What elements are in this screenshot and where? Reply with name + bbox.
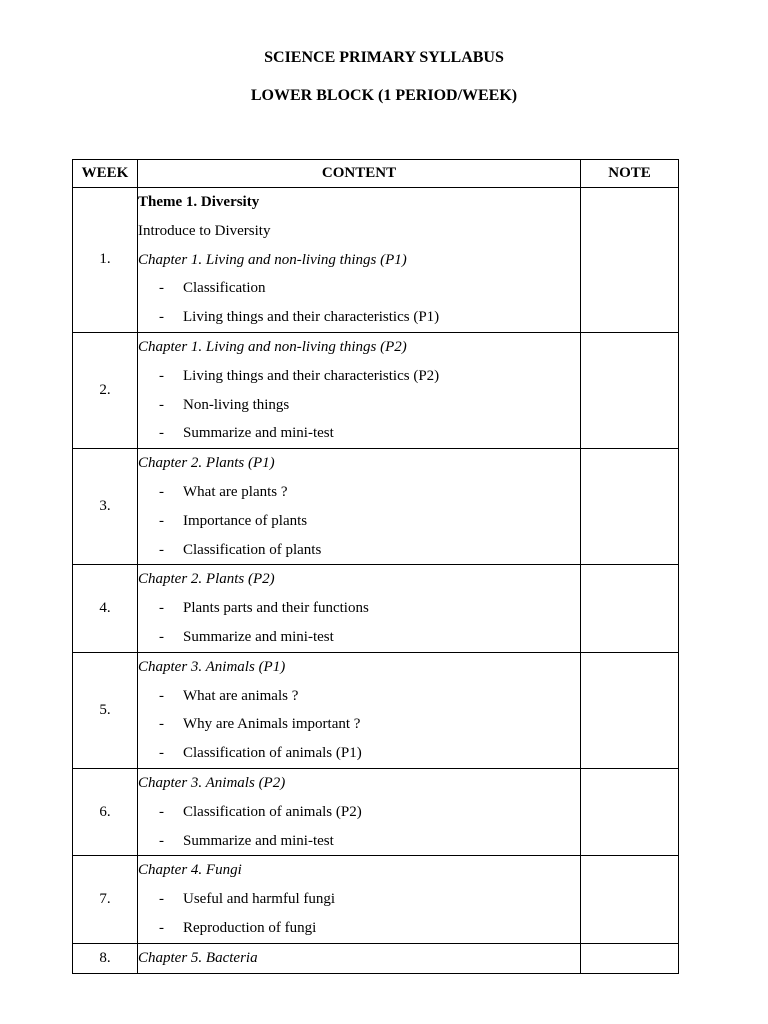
bullet-item [138,391,580,420]
table-row [73,332,679,448]
bullet-text: Importance of plants [183,512,308,529]
bullet-item [138,710,580,739]
content-column-header: CONTENT [138,160,581,188]
theme-heading: Theme 1. Diversity [138,194,260,210]
content-cell [138,188,581,333]
table-row [73,449,679,565]
chapter-title: Chapter 4. Fungi [138,862,242,879]
week-number: 7. [73,856,138,943]
bullet-dash: - [159,483,164,500]
note-cell [581,332,679,448]
content-cell [138,449,581,565]
bullet-text: Why are Animals important ? [183,716,361,733]
table-row [73,856,679,943]
content-cell [138,652,581,768]
bullet-item [138,827,580,856]
syllabus-table [72,159,679,974]
week-number: 1. [73,188,138,333]
bullet-item [138,419,580,448]
bullet-dash: - [159,309,164,326]
week-column-header: WEEK [73,160,138,188]
week-number: 3. [73,449,138,565]
chapter-title: Chapter 5. Bacteria [138,949,258,966]
bullet-text: Living things and their characteristics (P2) [183,367,440,384]
note-column-header: NOTE [581,160,679,188]
chapter-title: Chapter 2. Plants (P2) [138,571,275,588]
document-title: SCIENCE PRIMARY SYLLABUS [264,49,504,66]
bullet-dash: - [159,600,164,617]
content-cell [138,332,581,448]
bullet-item [138,478,580,507]
week-number: 8. [73,943,138,973]
bullet-text: Plants parts and their functions [183,600,369,617]
content-line: Introduce to Diversity [138,222,271,239]
bullet-text: What are animals ? [183,687,299,704]
bullet-dash: - [159,891,164,908]
table-row [73,943,679,973]
week-number: 5. [73,652,138,768]
bullet-item [138,303,580,332]
bullet-dash: - [159,687,164,704]
chapter-title: Chapter 3. Animals (P1) [138,658,286,675]
bullet-dash: - [159,512,164,529]
note-cell [581,565,679,652]
bullet-text: Living things and their characteristics (P1) [183,309,440,326]
bullet-item [138,274,580,303]
bullet-dash: - [159,832,164,849]
table-row [73,565,679,652]
bullet-item [138,798,580,827]
note-cell [581,856,679,943]
bullet-item [138,682,580,711]
bullet-dash: - [159,367,164,384]
bullet-text: Reproduction of fungi [183,919,317,936]
bullet-dash: - [159,280,164,297]
bullet-dash: - [159,919,164,936]
bullet-text: Classification of animals (P1) [183,745,362,762]
week-number: 6. [73,768,138,855]
document-subtitle: LOWER BLOCK (1 PERIOD/WEEK) [250,87,518,104]
bullet-text: Classification of animals (P2) [183,803,362,820]
bullet-dash: - [159,425,164,442]
bullet-dash: - [159,541,164,558]
bullet-dash: - [159,716,164,733]
content-cell [138,768,581,855]
bullet-text: Summarize and mini-test [183,628,334,645]
note-cell [581,188,679,333]
week-number: 2. [73,332,138,448]
bullet-dash: - [159,628,164,645]
week-number: 4. [73,565,138,652]
syllabus-body [73,188,679,974]
chapter-title: Chapter 2. Plants (P1) [138,455,275,472]
chapter-title: Chapter 1. Living and non-living things (P2) [138,338,407,355]
bullet-dash: - [159,396,164,413]
bullet-item [138,914,580,943]
bullet-item [138,623,580,652]
bullet-text: Classification [183,280,266,297]
content-cell [138,943,581,973]
bullet-text: Summarize and mini-test [183,832,334,849]
header-row [73,160,679,188]
bullet-item [138,507,580,536]
content-cell [138,565,581,652]
note-cell [581,652,679,768]
bullet-item [138,536,580,565]
bullet-item [138,739,580,768]
bullet-text: Summarize and mini-test [183,425,334,442]
note-cell [581,768,679,855]
bullet-item [138,594,580,623]
bullet-dash: - [159,745,164,762]
bullet-text: Classification of plants [183,541,322,558]
bullet-text: What are plants ? [183,483,288,500]
chapter-title: Chapter 3. Animals (P2) [138,774,286,791]
bullet-text: Useful and harmful fungi [183,891,336,908]
bullet-item [138,362,580,391]
content-cell [138,856,581,943]
bullet-text: Non-living things [183,396,290,413]
table-row [73,188,679,333]
table-row [73,768,679,855]
note-cell [581,943,679,973]
bullet-item [138,885,580,914]
chapter-title: Chapter 1. Living and non-living things (P1) [138,251,407,268]
table-row [73,652,679,768]
bullet-dash: - [159,803,164,820]
note-cell [581,449,679,565]
